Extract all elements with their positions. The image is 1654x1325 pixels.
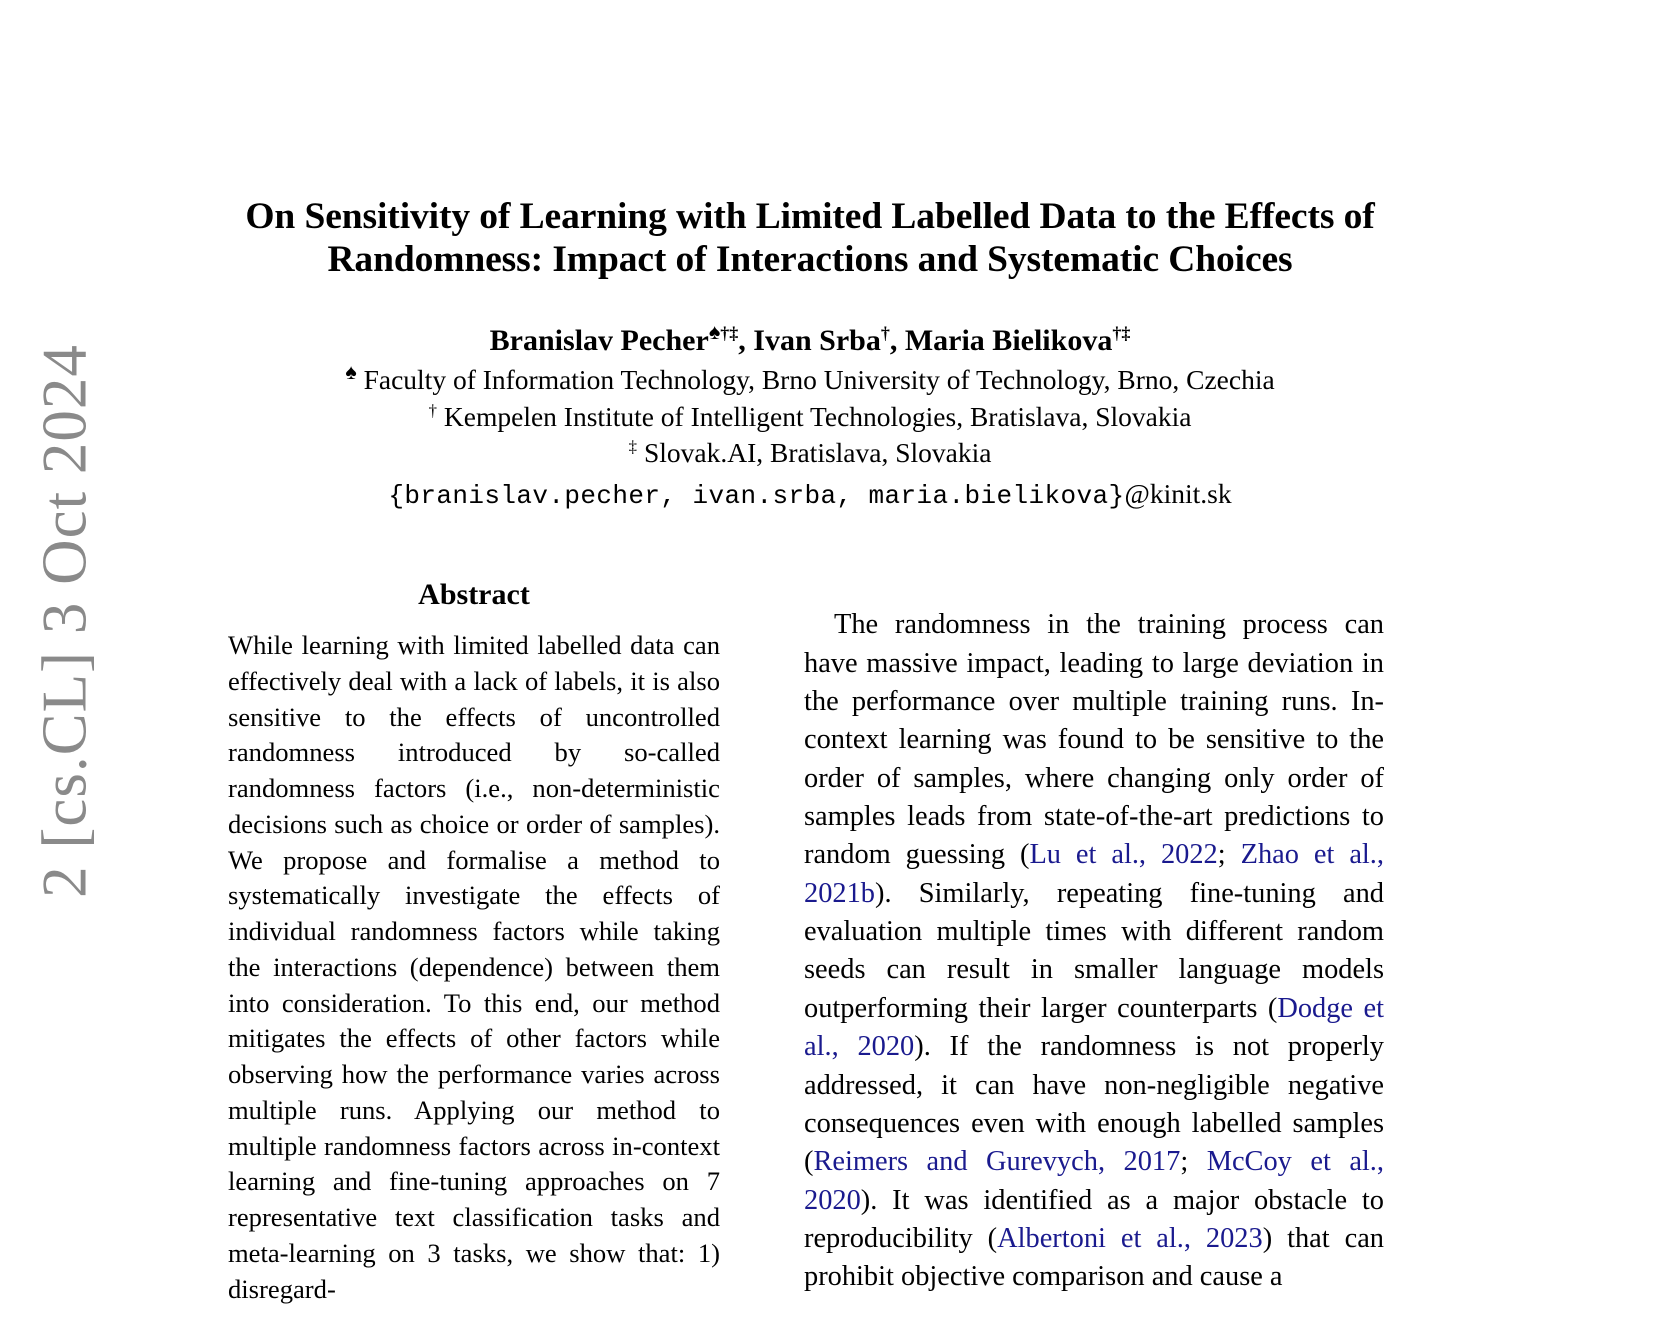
arxiv-stamp-text: 2 [cs.CL] 3 Oct 2024 [29, 343, 100, 898]
citation-lu-2022[interactable]: Lu et al., 2022 [1029, 839, 1218, 871]
citation-mccoy-2020[interactable]: McCoy et al., 2020 [804, 1146, 1384, 1216]
paper-title-line-1: On Sensitivity of Learning with Limited Labelled Data to the Effects of [245, 196, 1375, 237]
affiliation-1 [200, 362, 1420, 398]
author-separator-1: , [738, 324, 754, 357]
affiliation-3 [200, 435, 1420, 471]
affiliation-2-marker: † [428, 400, 438, 420]
intro-segment-6: ). It was identified as a major obstacle to reproducibility ( [804, 1184, 1384, 1254]
intro-segment-2: ; [1217, 839, 1241, 871]
author-1-spade-marker: ♠ [708, 320, 721, 344]
author-1-dagger-markers: †‡ [720, 323, 739, 343]
affiliation-1-text: Faculty of Information Technology, Brno University of Technology, Brno, Czechia [363, 364, 1275, 396]
abstract-heading: Abstract [418, 578, 530, 611]
affiliation-2-text: Kempelen Institute of Intelligent Technologies, Bratislava, Slovakia [443, 400, 1192, 432]
email-domain: @kinit.sk [1124, 478, 1232, 510]
citation-albertoni-2023[interactable]: Albertoni et al., 2023 [997, 1222, 1263, 1254]
right-column [804, 578, 1384, 1325]
authors-line [200, 322, 1420, 360]
intro-segment-7: ) that can prohibit objective comparison and cause a [804, 1222, 1384, 1293]
abstract-body: While learning with limited labelled data can effectively deal with a lack of labels, it is also sensitive to the effects of uncontrolled randomness introduced by so-called randomness factors (i.e., non-deterministic decisions such as choice or order of samples). We propose and formalise a method to systematically investigate the effects of individual randomness factors while taking the interactions (dependence) between them into consideration. To this end, our method mitigates the effects of other factors while observing how the performance varies across multiple runs. Applying our method to multiple randomness factors across in-context learning and fine-tuning approaches on 7 representative text classification tasks and meta-learning on 3 tasks, we show that: 1) disregard- [228, 630, 720, 1304]
author-separator-2: , [889, 324, 905, 357]
affiliation-1-marker: ♠ [345, 360, 357, 385]
affiliation-3-marker: ‡ [628, 436, 638, 456]
email-local-parts: {branislav.pecher, ivan.srba, maria.bielikova} [388, 481, 1125, 512]
citation-zhao-2021b[interactable]: Zhao et al., 2021b [804, 839, 1384, 909]
intro-segment-4: ). If the randomness is not properly addressed, it can have non-negligible negative consequences even with enough labelled samples ( [804, 1031, 1384, 1178]
intro-segment-1: The randomness in the training process can have massive impact, leading to large deviation in the performance over multiple training runs. In-context learning was found to be sensitive to the order of samples, where changing only order of samples leads from state-of-the-art predictions to random guessing ( [804, 609, 1384, 871]
author-3-name: Maria Bielikova [904, 324, 1113, 357]
page-title [200, 196, 1420, 282]
title-block [200, 196, 1420, 282]
intro-segment-5: ; [1180, 1146, 1207, 1178]
intro-segment-3: ). Similarly, repeating fine-tuning and evaluation multiple times with different random seeds can result in smaller language models outperforming their larger counterparts ( [804, 877, 1384, 1024]
author-3-dagger-markers: †‡ [1112, 323, 1131, 343]
citation-reimers-gurevych-2017[interactable]: Reimers and Gurevych, 2017 [813, 1146, 1181, 1178]
author-2-name: Ivan Srba [753, 324, 881, 357]
introduction-paragraph [804, 606, 1384, 1296]
author-2-dagger-markers: † [880, 323, 890, 343]
contact-email-line [200, 476, 1420, 513]
left-column [228, 578, 720, 1308]
author-1-name: Branislav Pecher [489, 324, 709, 357]
paper-title-line-2: Randomness: Impact of Interactions and Systematic Choices [327, 238, 1293, 280]
affiliation-3-text: Slovak.AI, Bratislava, Slovakia [643, 436, 992, 468]
affiliation-2 [200, 399, 1420, 435]
citation-dodge-2020[interactable]: Dodge et al., 2020 [804, 992, 1384, 1063]
author-block [200, 322, 1420, 514]
